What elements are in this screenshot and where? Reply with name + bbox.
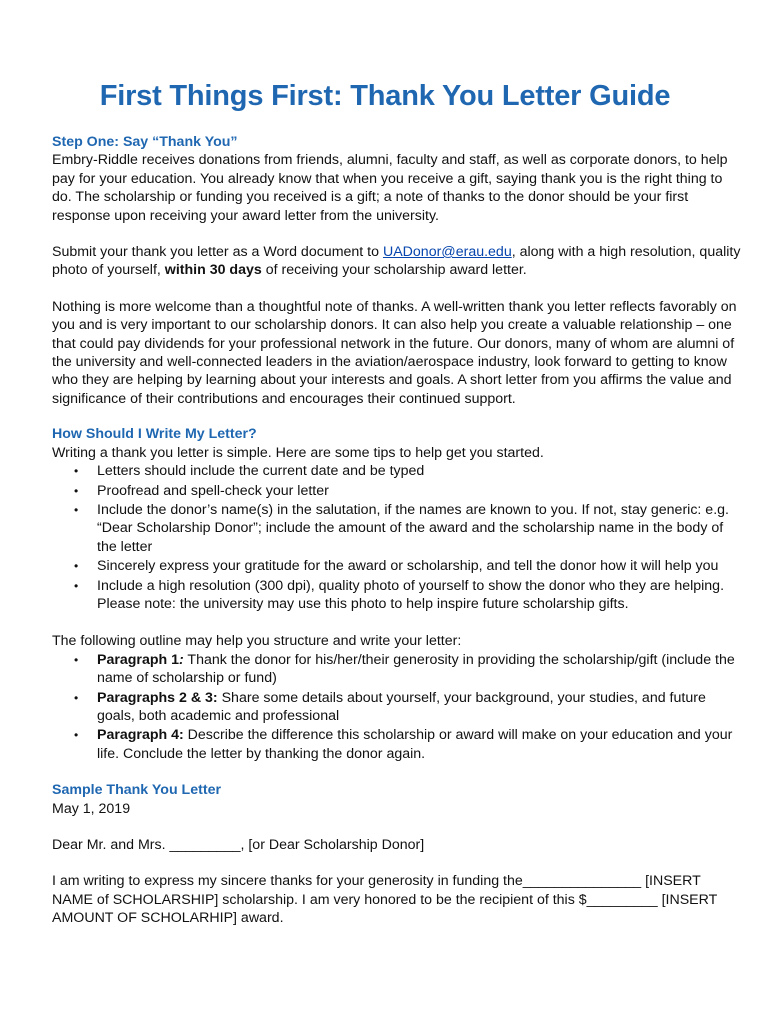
submit-text-after: of receiving your scholarship award letter. bbox=[261, 262, 527, 279]
sample-salutation: Dear Mr. and Mrs. _________, [or Dear Scholarship Donor] bbox=[52, 837, 425, 853]
list-item bbox=[52, 726, 742, 763]
outline-text: Thank the donor for his/her/their generosity in providing the scholarship/gift (include the name of scholarship or fund) bbox=[97, 651, 735, 687]
tip-text: Letters should include the current date and be typed bbox=[97, 463, 425, 480]
bullet-icon: • bbox=[74, 728, 79, 743]
outline-text: Describe the difference this scholarship or award will make on your education and your life. Conclude the letter by thanking the donor again. bbox=[97, 727, 733, 762]
page-title: First Things First: Thank You Letter Guide bbox=[99, 80, 671, 112]
tip-text: Include the donor’s name(s) in the salutation, if the names are known to you. If not, stay generic: e.g. “Dear Scholarship Donor”; include the amount of the award and the scholarship name in the body of the letter bbox=[97, 501, 729, 555]
donor-email-link[interactable]: UADonor@erau.edu bbox=[382, 244, 512, 261]
outline-intro: The following outline may help you structure and write your letter: bbox=[52, 633, 462, 650]
sample-date: May 1, 2019 bbox=[52, 800, 131, 817]
document-body bbox=[52, 133, 742, 928]
submit-text-before: Submit your thank you letter as a Word document to bbox=[52, 244, 383, 261]
bullet-icon: • bbox=[74, 464, 79, 479]
tip-text: Include a high resolution (300 dpi), quality photo of yourself to show the donor who they are helping. Please note: the university may use this photo to help inspire future scholarship gifts. bbox=[97, 577, 725, 612]
bullet-icon: • bbox=[74, 559, 79, 574]
bullet-icon: • bbox=[74, 578, 79, 593]
step-one-heading: Step One: Say “Thank You” bbox=[52, 134, 238, 150]
step-one-paragraph-3: Nothing is more welcome than a thoughtful note of thanks. A well-written thank you letter reflects favorably on you and is very important to our scholarship donors. It can also help you create a valuable relationship – one that could pay dividends for your professional network in the future. Our donors, many of whom are alumni of the university and well-connected leaders in the aviation/aerospace industry, look forward to getting to know who they are helping by learning about your interests and goals. A short letter from you affirms the value and significance of their contributions and encourages their continued support. bbox=[52, 298, 737, 407]
list-item bbox=[52, 462, 742, 480]
tips-list bbox=[52, 462, 742, 613]
sample-heading: Sample Thank You Letter bbox=[52, 782, 221, 799]
bullet-icon: • bbox=[74, 652, 79, 667]
bullet-icon: • bbox=[74, 483, 79, 498]
list-item bbox=[52, 689, 742, 726]
outline-label: Paragraphs 2 & 3: bbox=[97, 689, 218, 706]
outline-text: Share some details about yourself, your background, your studies, and future goals, both academic and professional bbox=[97, 689, 706, 724]
tip-text: Proofread and spell-check your letter bbox=[97, 482, 329, 499]
bullet-icon: • bbox=[74, 690, 79, 705]
list-item bbox=[52, 482, 742, 500]
how-to-intro: Writing a thank you letter is simple. Here are some tips to help get you started. bbox=[52, 444, 544, 461]
outline-label: Paragraph 1 bbox=[97, 651, 180, 668]
step-one-paragraph-2 bbox=[52, 243, 742, 280]
list-item bbox=[52, 577, 742, 614]
sample-body: I am writing to express my sincere thanks for your generosity in funding the_______________ [INSERT NAME of SCHOLARSHIP] scholarship. I am very honored to be the recipient of this $_________ [INSERT AMOUNT OF SCHOLARHIP] award. bbox=[52, 873, 718, 927]
outline-label-suffix: : bbox=[179, 651, 184, 668]
tip-text: Sincerely express your gratitude for the award or scholarship, and tell the donor how it will help you bbox=[97, 558, 719, 575]
list-item bbox=[52, 557, 742, 575]
list-item bbox=[52, 651, 742, 688]
step-one-paragraph-1: Embry-Riddle receives donations from friends, alumni, faculty and staff, as well as corporate donors, to help pay for your education. You already know that when you receive a gift, saying thank you is the right thing to do. The scholarship or funding you received is a gift; a note of thanks to the donor should be your first response upon receiving your award letter from the university. bbox=[52, 152, 728, 224]
outline-list bbox=[52, 651, 742, 763]
bullet-icon: • bbox=[74, 502, 79, 517]
outline-label: Paragraph 4: bbox=[97, 727, 184, 744]
how-to-heading: How Should I Write My Letter? bbox=[52, 426, 257, 443]
submit-text-middle: , along with a high resolution, quality photo of yourself, bbox=[52, 244, 741, 279]
deadline-text: within 30 days bbox=[164, 262, 262, 279]
list-item bbox=[52, 501, 742, 556]
